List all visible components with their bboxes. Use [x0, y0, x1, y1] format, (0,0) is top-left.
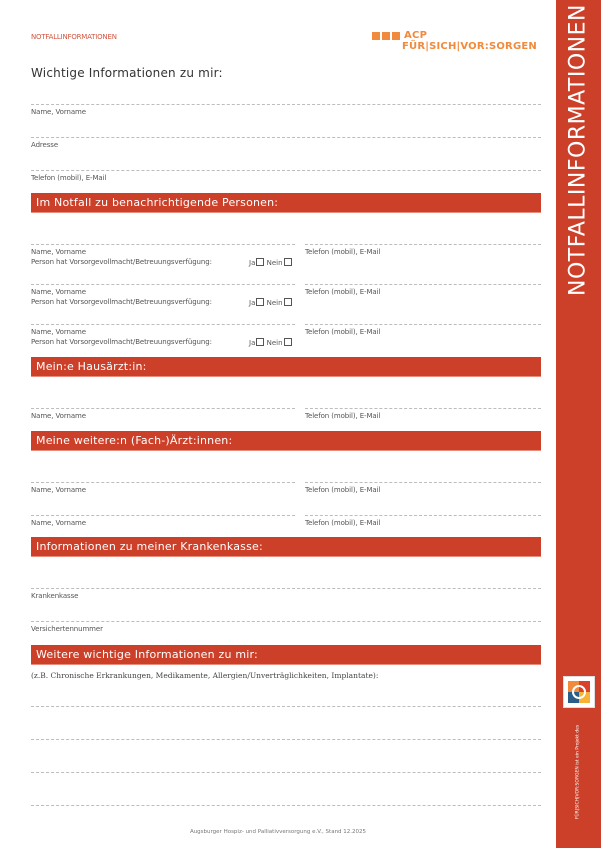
- yes-checkbox[interactable]: [256, 298, 264, 306]
- poa-label: Person hat Vorsorgevollmacht/Betreuungsverfügung:: [31, 338, 212, 346]
- logo-top-row: [372, 30, 542, 41]
- contact-name-label: Name, Vorname: [31, 328, 86, 336]
- contact-phone-line[interactable]: [305, 284, 541, 285]
- yes-label: Ja: [249, 299, 256, 307]
- no-label: Nein: [266, 299, 283, 307]
- insurance-line[interactable]: [31, 588, 541, 589]
- specialist-phone-label: Telefon (mobil), E-Mail: [305, 519, 381, 527]
- contact-name-label: Name, Vorname: [31, 248, 86, 256]
- further-info-line[interactable]: [31, 772, 541, 773]
- poa-choice: [249, 298, 292, 307]
- page-title: Wichtige Informationen zu mir:: [31, 66, 223, 80]
- section-heading: Informationen zu meiner Krankenkasse:: [36, 540, 263, 553]
- address-label: Adresse: [31, 141, 59, 149]
- specialist-name-label: Name, Vorname: [31, 519, 86, 527]
- gp-phone-line[interactable]: [305, 408, 541, 409]
- no-checkbox[interactable]: [284, 298, 292, 306]
- yes-label: Ja: [249, 259, 256, 267]
- section-heading: Meine weitere:n (Fach-)Ärzt:innen:: [36, 434, 233, 447]
- section-emergency-contacts: [31, 193, 541, 213]
- side-note-wrapper: [556, 710, 601, 830]
- contact-phone-line[interactable]: [305, 244, 541, 245]
- contact-name-line[interactable]: [31, 324, 295, 325]
- section-heading: Im Notfall zu benachrichtigende Personen:: [36, 196, 279, 209]
- address-input-line[interactable]: [31, 137, 541, 138]
- gp-phone-label: Telefon (mobil), E-Mail: [305, 412, 381, 420]
- contact-phone-label: Telefon (mobil), E-Mail: [305, 328, 381, 336]
- no-checkbox[interactable]: [284, 338, 292, 346]
- no-label: Nein: [266, 339, 283, 347]
- no-label: Nein: [266, 259, 283, 267]
- contact-phone-line[interactable]: [305, 324, 541, 325]
- name-label: Name, Vorname: [31, 108, 86, 116]
- contact-phone-label: Telefon (mobil), E-Mail: [305, 248, 381, 256]
- section-gp: [31, 357, 541, 377]
- logo-acronym: ACP: [404, 30, 428, 41]
- acp-logo: [372, 30, 542, 52]
- insurance-number-label: Versichertennummer: [31, 625, 103, 633]
- header-tag: NOTFALLINFORMATIONEN: [31, 33, 117, 41]
- partner-logo-icon: [563, 676, 595, 708]
- poa-choice: [249, 258, 292, 267]
- phone-label: Telefon (mobil), E-Mail: [31, 174, 107, 182]
- gp-name-label: Name, Vorname: [31, 412, 86, 420]
- specialist-name-line[interactable]: [31, 482, 295, 483]
- no-checkbox[interactable]: [284, 258, 292, 266]
- poa-label: Person hat Vorsorgevollmacht/Betreuungsverfügung:: [31, 258, 212, 266]
- further-info-line[interactable]: [31, 706, 541, 707]
- section-heading: Weitere wichtige Informationen zu mir:: [36, 648, 258, 661]
- further-info-note: (z.B. Chronische Erkrankungen, Medikamente, Allergien/Unverträglichkeiten, Implantate):: [31, 671, 379, 680]
- phone-input-line[interactable]: [31, 170, 541, 171]
- specialist-name-line[interactable]: [31, 515, 295, 516]
- footer: Augsburger Hospiz- und Palliativversorgung e.V., Stand 12.2025: [189, 829, 367, 835]
- insurance-label: Krankenkasse: [31, 592, 79, 600]
- logo-square-icon: [392, 32, 400, 40]
- contact-name-line[interactable]: [31, 284, 295, 285]
- contact-name-line[interactable]: [31, 244, 295, 245]
- specialist-phone-line[interactable]: [305, 482, 541, 483]
- side-note: FÜR|SICH|VOR:SORGEN ist ein Projekt des: [575, 724, 581, 820]
- further-info-line[interactable]: [31, 739, 541, 740]
- yes-checkbox[interactable]: [256, 258, 264, 266]
- side-title-wrapper: [556, 0, 601, 300]
- specialist-phone-line[interactable]: [305, 515, 541, 516]
- specialist-phone-label: Telefon (mobil), E-Mail: [305, 486, 381, 494]
- gp-name-line[interactable]: [31, 408, 295, 409]
- section-further-info: [31, 645, 541, 665]
- logo-tagline: FÜR|SICH|VOR:SORGEN: [402, 41, 537, 52]
- contact-phone-label: Telefon (mobil), E-Mail: [305, 288, 381, 296]
- side-strip: [556, 0, 601, 848]
- section-insurance: [31, 537, 541, 557]
- side-title: NOTFALLINFORMATIONEN: [565, 4, 591, 296]
- logo-square-icon: [372, 32, 380, 40]
- contact-name-label: Name, Vorname: [31, 288, 86, 296]
- poa-choice: [249, 338, 292, 347]
- specialist-name-label: Name, Vorname: [31, 486, 86, 494]
- section-heading: Mein:e Hausärzt:in:: [36, 360, 147, 373]
- logo-square-icon: [382, 32, 390, 40]
- name-input-line[interactable]: [31, 104, 541, 105]
- yes-label: Ja: [249, 339, 256, 347]
- section-specialists: [31, 431, 541, 451]
- insurance-number-line[interactable]: [31, 621, 541, 622]
- poa-label: Person hat Vorsorgevollmacht/Betreuungsverfügung:: [31, 298, 212, 306]
- yes-checkbox[interactable]: [256, 338, 264, 346]
- further-info-line[interactable]: [31, 805, 541, 806]
